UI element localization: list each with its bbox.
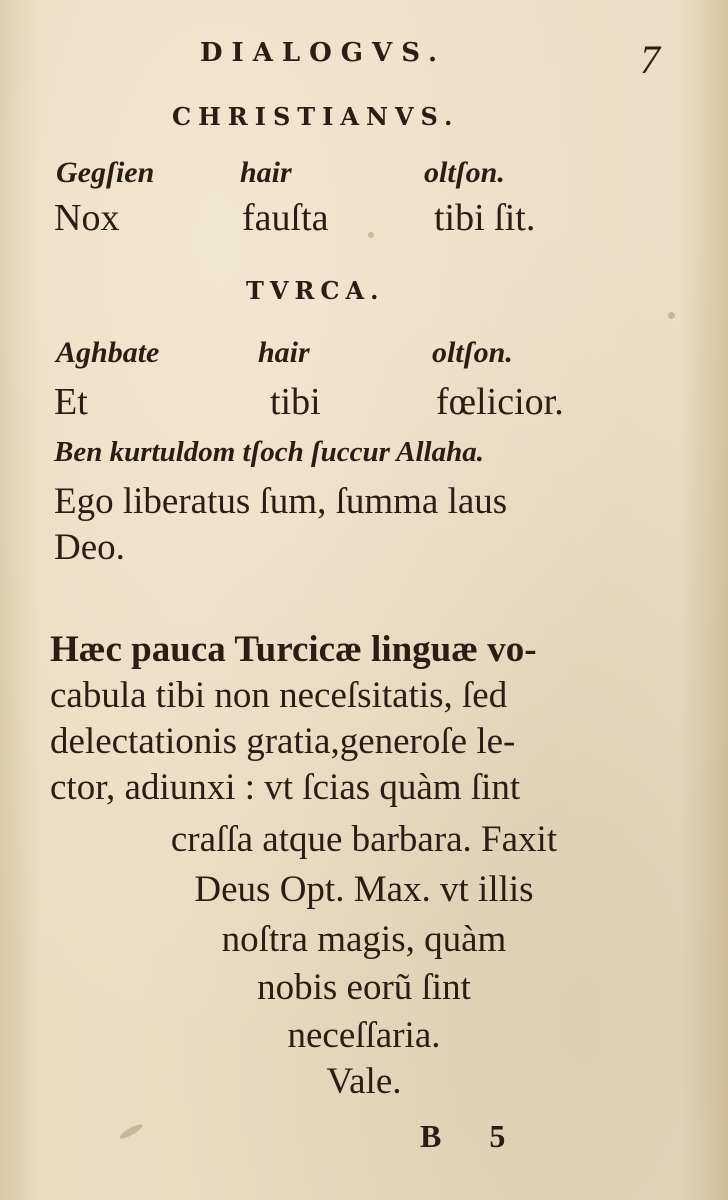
paper-stain [118, 1122, 144, 1141]
closing-line: nobis eorũ ſint [257, 967, 471, 1008]
latin-word: Nox [54, 197, 120, 239]
closing-line: neceſſaria. [287, 1015, 441, 1056]
latin-sentence: Ego liberatus ſum, ſumma laus [54, 481, 508, 522]
turkish-word: Gegſien [56, 156, 155, 189]
turkish-word: oltſon. [432, 336, 513, 369]
latin-word: tibi ſit. [434, 197, 536, 239]
closing-line: craſſa atque barbara. Faxit [170, 819, 558, 860]
closing-line: Deus Opt. Max. vt illis [194, 869, 534, 910]
speaker-turca: TVRCA. [246, 276, 385, 305]
page-number: 7 [640, 37, 660, 82]
latin-word: tibi [270, 381, 321, 423]
closing-line: ctor, adiunxi : vt ſcias quàm ſint [50, 767, 521, 808]
signature-mark: B 5 [420, 1118, 526, 1154]
closing-line: Hæc pauca Turcicæ linguæ vo- [50, 629, 537, 670]
paper-stain [668, 312, 675, 319]
turkish-word: hair [258, 336, 310, 369]
turkish-word: hair [240, 156, 292, 189]
speaker-christianus: CHRISTIANVS. [172, 102, 460, 131]
closing-line: cabula tibi non neceſsitatis, ſed [50, 675, 508, 716]
closing-line: delectationis gratia,generoſe le- [50, 721, 516, 762]
turkish-sentence: Ben kurtuldom tſoch ſuccur Allaha. [54, 436, 484, 468]
turkish-word: Aghbate [56, 336, 160, 369]
latin-word: Et [54, 381, 88, 423]
vale: Vale. [326, 1061, 402, 1102]
latin-sentence: Deo. [54, 527, 125, 568]
turkish-word: oltſon. [424, 156, 505, 189]
paper-stain [368, 232, 374, 238]
latin-word: fœlicior. [436, 381, 564, 423]
closing-line: noſtra magis, quàm [221, 919, 507, 960]
latin-word: fauſta [242, 197, 329, 239]
running-title: DIALOGVS. [200, 38, 447, 68]
